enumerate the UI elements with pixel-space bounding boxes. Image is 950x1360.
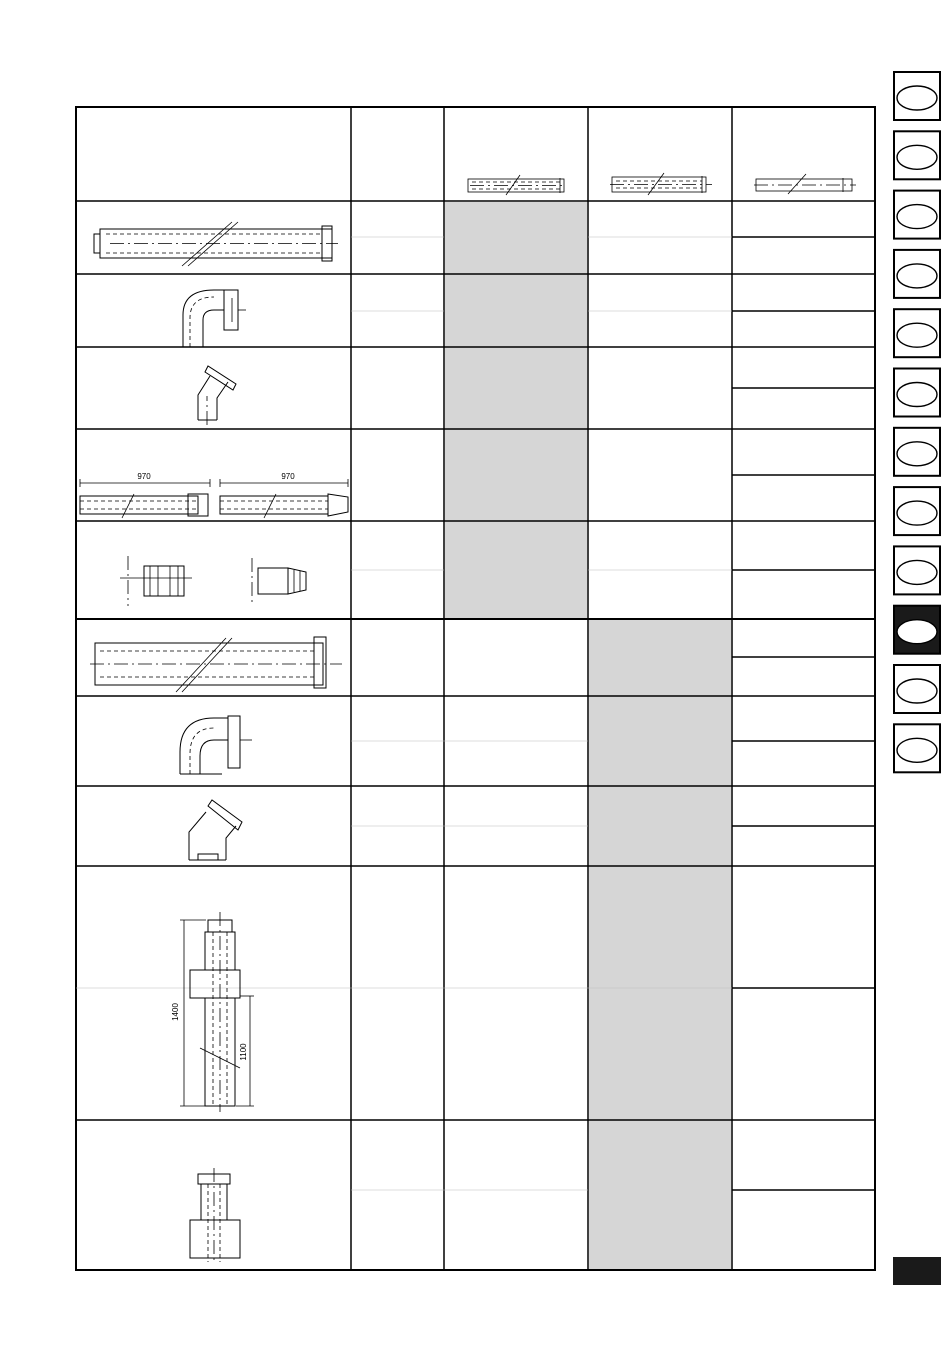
short-vertical-terminal-drawing <box>190 1168 240 1264</box>
language-tab-2[interactable] <box>894 131 940 179</box>
language-tab-oval-icon <box>897 205 937 229</box>
language-tab-5[interactable] <box>894 309 940 357</box>
language-tab-oval-icon <box>897 145 937 169</box>
elbow-45-drawing-2 <box>189 800 242 860</box>
header-pipe-icon-col3 <box>468 175 566 195</box>
straight-extension-drawing-right <box>220 479 348 518</box>
language-tab-oval-icon <box>897 679 937 703</box>
language-tab-8[interactable] <box>894 487 940 535</box>
language-tab-4[interactable] <box>894 250 940 298</box>
language-tab-oval-icon <box>897 738 937 762</box>
vertical-terminal-drawing <box>180 912 254 1112</box>
language-tab-oval-icon <box>897 560 937 584</box>
header-pipe-icon-col4 <box>610 173 712 195</box>
header-pipe-icon-col5 <box>754 174 856 194</box>
page-number-tab <box>893 1257 941 1285</box>
adaptor-drawing-right <box>252 558 306 606</box>
language-tab-9[interactable] <box>894 546 940 594</box>
language-tab-7[interactable] <box>894 428 940 476</box>
dimension-label-1100: 1100 <box>239 1043 248 1061</box>
adaptor-drawing-left <box>120 556 192 606</box>
language-tab-11[interactable] <box>894 665 940 713</box>
language-tab-oval-icon <box>897 86 937 110</box>
shaded-cell-col3-group1 <box>445 202 587 618</box>
elbow-90-drawing-2 <box>180 716 252 774</box>
language-tab-oval-icon <box>897 501 937 525</box>
straight-extension-drawing-left <box>80 479 210 518</box>
language-tab-oval-icon <box>897 323 937 347</box>
dimension-label-left: 970 <box>137 472 151 481</box>
straight-pipe-drawing-2 <box>90 637 342 692</box>
dimension-label-1400: 1400 <box>171 1003 180 1021</box>
language-tab-oval-icon <box>897 264 937 288</box>
language-tab-oval-icon <box>897 383 937 407</box>
straight-pipe-drawing-1 <box>94 222 338 266</box>
language-tab-6[interactable] <box>894 369 940 417</box>
language-tab-oval-icon <box>897 620 937 644</box>
dimension-label-right: 970 <box>281 472 295 481</box>
language-tabs <box>894 72 940 772</box>
language-tab-12[interactable] <box>894 724 940 772</box>
elbow-90-drawing-1 <box>183 290 246 347</box>
elbow-45-drawing-1 <box>198 366 236 425</box>
language-tab-1[interactable] <box>894 72 940 120</box>
language-tab-3[interactable] <box>894 191 940 239</box>
language-tab-10[interactable] <box>894 606 940 654</box>
shaded-cell-col4-group2 <box>589 619 731 1270</box>
language-tab-oval-icon <box>897 442 937 466</box>
